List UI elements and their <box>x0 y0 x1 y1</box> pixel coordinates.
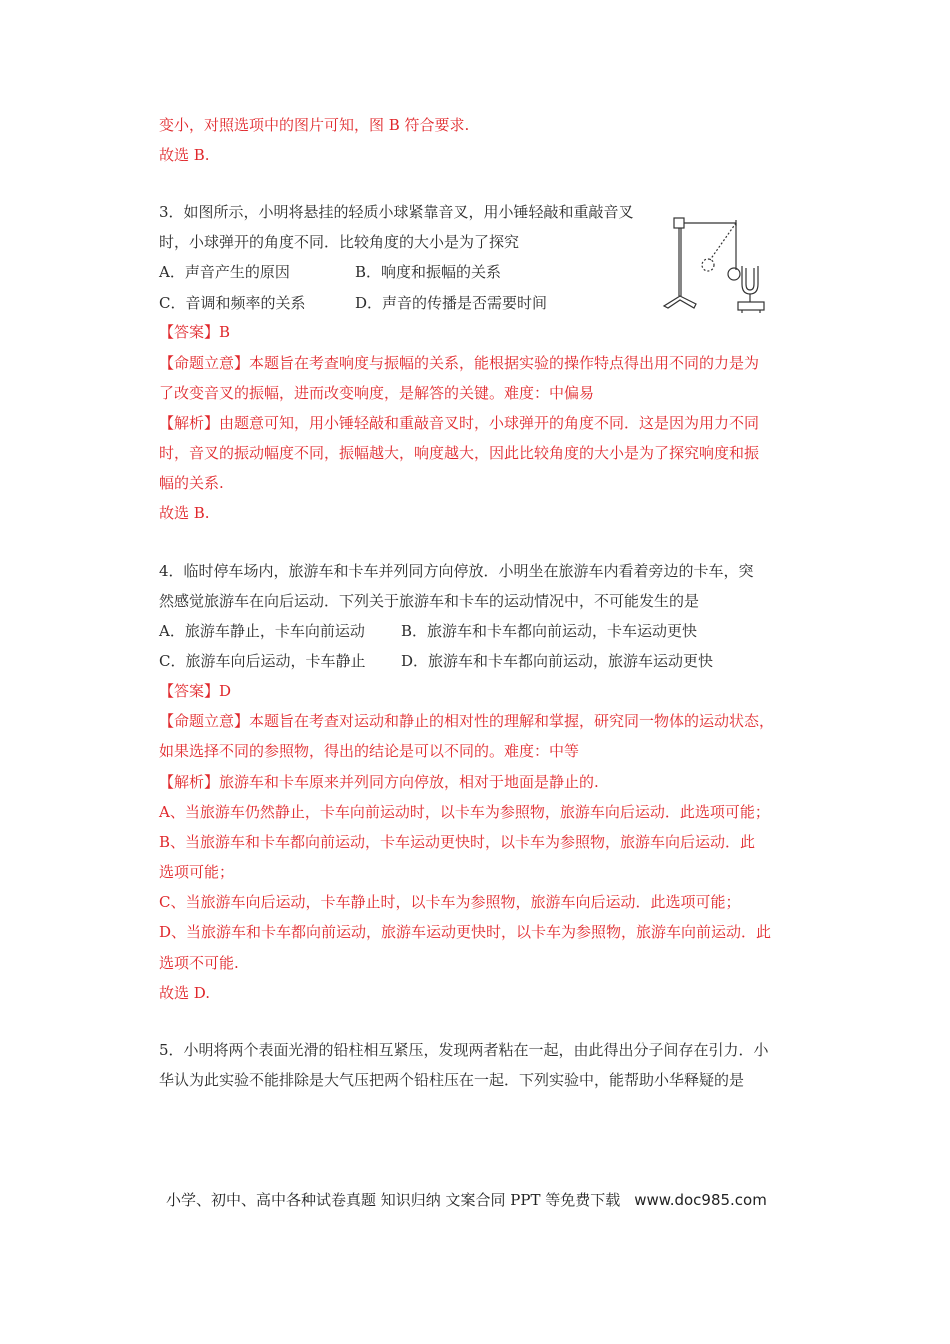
q3-conclusion: 故选 B. <box>159 504 210 522</box>
q5-stem-line1: 5．小明将两个表面光滑的铅柱相互紧压，发现两者粘在一起，由此得出分子间存在引力．小 <box>159 1041 769 1059</box>
tuning-fork-figure <box>660 214 770 314</box>
q3-option-c: C．音调和频率的关系 <box>159 294 306 312</box>
q4-answer: 【答案】D <box>159 682 232 700</box>
prev-conclusion: 故选 B. <box>159 146 210 164</box>
q4-analysis-c: C、当旅游车向后运动，卡车静止时，以卡车为参照物，旅游车向后运动．此选项可能； <box>159 893 741 911</box>
q3-intent-line2: 了改变音叉的振幅，进而改变响度，是解答的关键。难度：中偏易 <box>159 384 595 402</box>
q4-option-d: D．旅游车和卡车都向前运动，旅游车运动更快 <box>401 652 714 670</box>
q3-analysis-line1: 【解析】由题意可知，用小锤轻敲和重敲音叉时，小球弹开的角度不同．这是因为用力不同 <box>159 414 760 432</box>
prev-solution-line: 变小，对照选项中的图片可知，图 B 符合要求. <box>159 116 470 134</box>
q4-intent-line2: 如果选择不同的参照物，得出的结论是可以不同的。难度：中等 <box>159 742 580 760</box>
footer-url[interactable]: www.doc985.com <box>634 1191 767 1209</box>
q3-analysis-line3: 幅的关系. <box>159 474 224 492</box>
q5-stem-line2: 华认为此实验不能排除是大气压把两个铅柱压在一起．下列实验中，能帮助小华释疑的是 <box>159 1071 745 1089</box>
q4-analysis-d-line2: 选项不可能. <box>159 954 239 972</box>
footer-text: 小学、初中、高中各种试卷真题 知识归纳 文案合同 PPT 等免费下载 <box>166 1191 621 1209</box>
q4-analysis-d-line1: D、当旅游车和卡车都向前运动，旅游车运动更快时，以卡车为参照物，旅游车向前运动．此 <box>159 923 772 941</box>
q3-option-d: D．声音的传播是否需要时间 <box>355 294 548 312</box>
q4-option-b: B．旅游车和卡车都向前运动，卡车运动更快 <box>401 622 698 640</box>
q3-stem-line2: 时，小球弹开的角度不同．比较角度的大小是为了探究 <box>159 233 520 251</box>
q3-stem-line1: 3．如图所示，小明将悬挂的轻质小球紧靠音叉，用小锤轻敲和重敲音叉 <box>159 203 634 221</box>
q3-option-b: B．响度和振幅的关系 <box>355 263 502 281</box>
q4-analysis-b-line1: B、当旅游车和卡车都向前运动，卡车运动更快时，以卡车为参照物，旅游车向后运动．此 <box>159 833 756 851</box>
q4-conclusion: 故选 D. <box>159 984 211 1002</box>
page-footer <box>166 1190 767 1210</box>
q3-analysis-line2: 时，音叉的振动幅度不同，振幅越大，响度越大，因此比较角度的大小是为了探究响度和振 <box>159 444 760 462</box>
q3-option-a: A．声音产生的原因 <box>159 263 290 281</box>
fork-resonance-box <box>738 302 764 310</box>
q4-stem-line1: 4．临时停车场内，旅游车和卡车并列同方向停放．小明坐在旅游车内看着旁边的卡车，突 <box>159 562 754 580</box>
q4-analysis: 【解析】旅游车和卡车原来并列同方向停放，相对于地面是静止的. <box>159 773 599 791</box>
stand-base <box>664 296 696 308</box>
stand-clamp <box>674 218 684 228</box>
q4-option-c: C．旅游车向后运动，卡车静止 <box>159 652 366 670</box>
q3-intent-line1: 【命题立意】本题旨在考查响度与振幅的关系，能根据实验的操作特点得出用不同的力是为 <box>159 354 760 372</box>
q4-analysis-b-line2: 选项可能； <box>159 863 235 881</box>
small-ball <box>728 268 740 280</box>
q4-stem-line2: 然感觉旅游车在向后运动．下列关于旅游车和卡车的运动情况中，不可能发生的是 <box>159 592 700 610</box>
q3-answer: 【答案】B <box>159 323 231 341</box>
q4-analysis-a: A、当旅游车仍然静止，卡车向前运动时，以卡车为参照物，旅游车向后运动．此选项可能； <box>159 803 770 821</box>
q4-option-a: A．旅游车静止，卡车向前运动 <box>159 622 365 640</box>
q4-intent-line1: 【命题立意】本题旨在考查对运动和静止的相对性的理解和掌握，研究同一物体的运动状态， <box>159 712 775 730</box>
